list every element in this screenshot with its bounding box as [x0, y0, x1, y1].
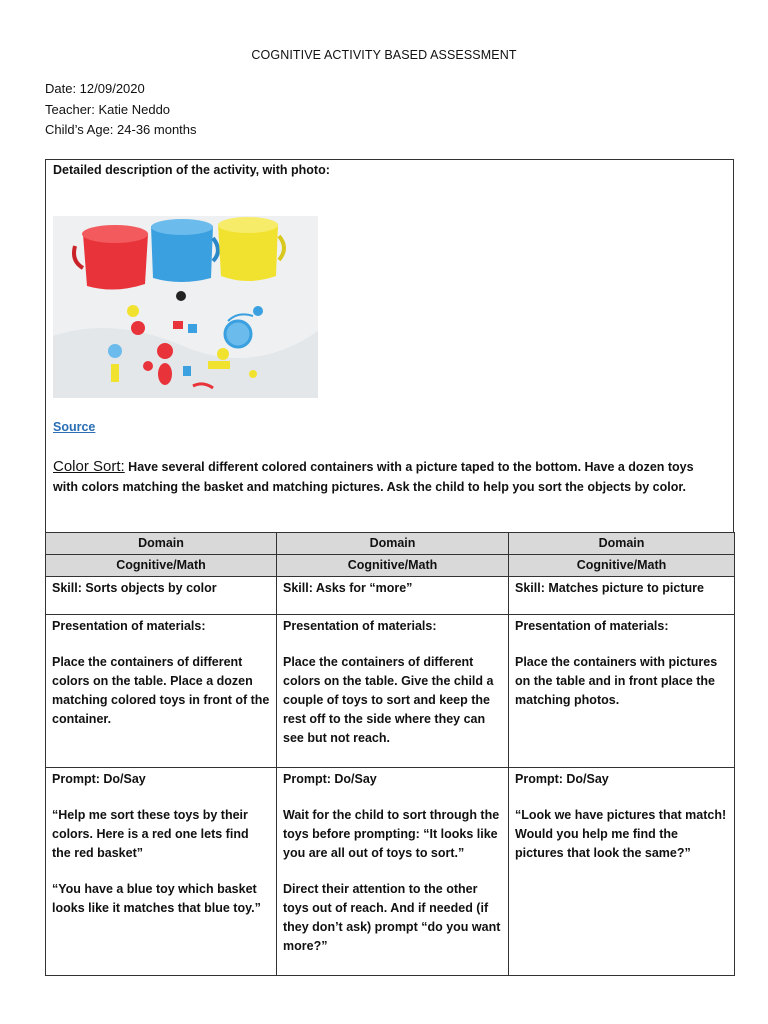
domain-value-cell: Cognitive/Math — [509, 555, 735, 577]
prompt-label: Prompt: Do/Say — [52, 772, 146, 786]
domain-value-cell: Cognitive/Math — [277, 555, 509, 577]
teacher-line: Teacher: Katie Neddo — [45, 101, 171, 117]
document-title: COGNITIVE ACTIVITY BASED ASSESSMENT — [251, 48, 517, 62]
blue-basket — [151, 219, 218, 282]
source-link[interactable]: Source — [53, 420, 96, 434]
yellow-basket — [218, 217, 284, 281]
prompt-cell — [277, 768, 509, 976]
presentation-text: Place the containers of different colors on the table. Place a dozen matching colored toys in front of the container. — [52, 655, 270, 726]
skill-row — [46, 577, 735, 615]
domain-header-cell: Domain — [46, 533, 277, 555]
activity-text: Have several different colored containers with a picture taped to the bottom. Have a dozen toys with colors matching the basket and matching pictures. Ask the child to help you sort the objects by color. — [53, 460, 694, 494]
header-meta — [45, 79, 197, 141]
prompt-text: Wait for the child to sort through the toys before prompting: “It looks like you are all out of toys to sort.” — [283, 808, 500, 860]
presentation-cell — [509, 615, 735, 768]
activity-photo — [53, 216, 318, 398]
activity-title: Color Sort: — [53, 458, 125, 475]
description-box — [45, 159, 734, 533]
domain-value-cell: Cognitive/Math — [46, 555, 277, 577]
presentation-row — [46, 615, 735, 768]
child-age-line: Child’s Age: 24-36 months — [45, 122, 197, 137]
prompt-label: Prompt: Do/Say — [515, 772, 609, 786]
prompt-row — [46, 768, 735, 976]
domain-header-cell: Domain — [277, 533, 509, 555]
assessment-table — [45, 532, 735, 976]
description-label: Detailed description of the activity, with photo: — [53, 163, 330, 177]
prompt-text: “You have a blue toy which basket looks like it matches that blue toy.” — [52, 882, 261, 915]
prompt-text: “Look we have pictures that match! Would you help me find the pictures that look the same?” — [515, 808, 727, 860]
date-line: Date: 12/09/2020 — [45, 81, 145, 96]
prompt-label: Prompt: Do/Say — [283, 772, 377, 786]
domain-header-cell: Domain — [509, 533, 735, 555]
activity-photo-illustration — [53, 216, 318, 398]
domain-header-row — [46, 533, 735, 555]
presentation-cell — [277, 615, 509, 768]
presentation-text: Place the containers of different colors on the table. Give the child a couple of toys to sort and keep the rest off to the side where they can see but not reach. — [283, 655, 494, 745]
domain-value-row — [46, 555, 735, 577]
presentation-cell — [46, 615, 277, 768]
presentation-text: Place the containers with pictures on the table and in front place the matching photos. — [515, 655, 718, 707]
activity-description — [53, 457, 721, 497]
prompt-cell — [509, 768, 735, 976]
skill-cell: Skill: Matches picture to picture — [509, 577, 735, 615]
presentation-label: Presentation of materials: — [283, 619, 437, 633]
presentation-label: Presentation of materials: — [52, 619, 206, 633]
prompt-cell — [46, 768, 277, 976]
prompt-text: “Help me sort these toys by their colors. Here is a red one lets find the red basket” — [52, 808, 249, 860]
skill-cell: Skill: Asks for “more” — [277, 577, 509, 615]
presentation-label: Presentation of materials: — [515, 619, 669, 633]
skill-cell: Skill: Sorts objects by color — [46, 577, 277, 615]
prompt-text: Direct their attention to the other toys out of reach. And if needed (if they don’t ask) prompt “do you want more?” — [283, 882, 501, 953]
